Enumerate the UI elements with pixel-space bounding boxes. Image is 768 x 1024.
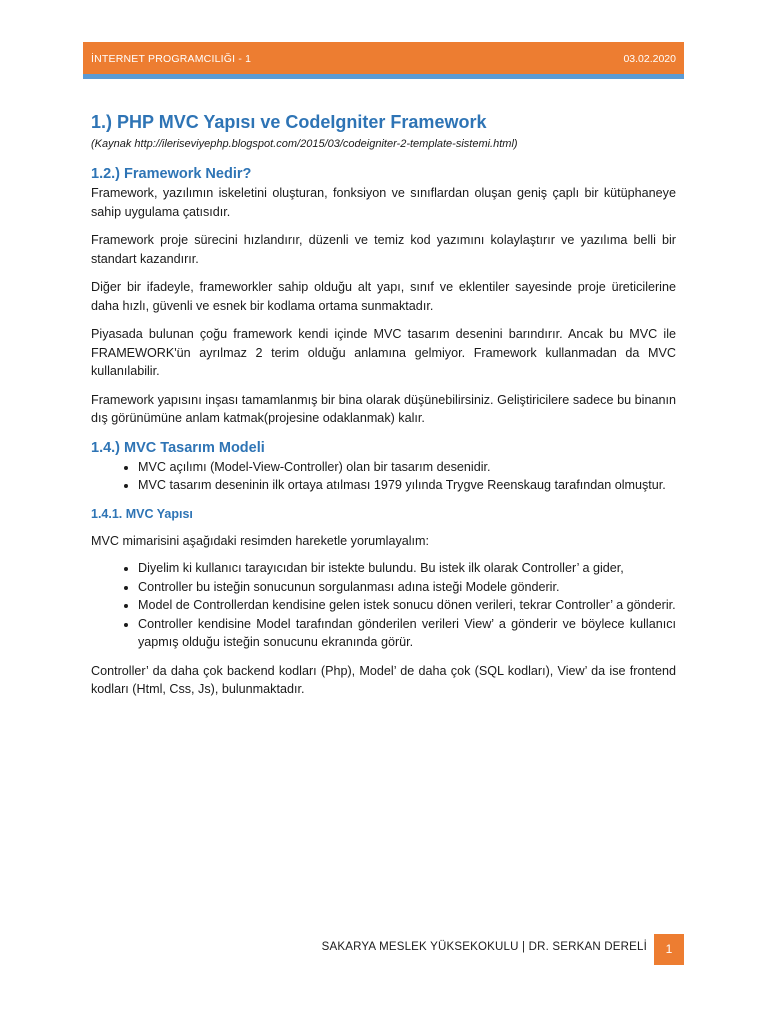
source-citation: (Kaynak http://ileriseviyephp.blogspot.com/2015/03/codeigniter-2-template-sistemi.html) bbox=[91, 138, 518, 150]
header-rule bbox=[83, 74, 684, 79]
list-item: • MVC tasarım deseninin ilk ortaya atılması 1979 yılında Trygve Reenskaug tarafından olmuştur. bbox=[138, 476, 676, 495]
paragraph: Controller’ da daha çok backend kodları (Php), Model’ de daha çok (SQL kodları), View’ da ise frontend kodları (Html, Css, Js), bulunmaktadır. bbox=[91, 663, 676, 696]
header-title: İNTERNET PROGRAMCILIĞI - 1 bbox=[91, 53, 252, 65]
header-date: 03.02.2020 bbox=[623, 53, 676, 65]
paragraph: MVC mimarisini aşağıdaki resimden hareketle yorumlayalım: bbox=[91, 533, 430, 548]
page-header bbox=[83, 42, 684, 74]
list-item: • MVC açılımı (Model-View-Controller) olan bir tasarım desenidir. bbox=[138, 458, 676, 477]
page-number: 1 bbox=[654, 934, 684, 965]
paragraph: Framework, yazılımın iskeletini oluşturan, fonksiyon ve sınıflardan oluşan geniş çaplı bir kütüphaneye sahip uygulama çatısıdır. bbox=[91, 186, 676, 219]
paragraph: Framework proje sürecini hızlandırır, düzenli ve temiz kod yazımını kolaylaştırır ve yazılıma belli bir standart kazandırır. bbox=[91, 233, 676, 266]
footer-text: SAKARYA MESLEK YÜKSEKOKULU | DR. SERKAN DERELİ bbox=[321, 941, 647, 953]
list-item: • Diyelim ki kullanıcı tarayıcıdan bir istekte bulundu. Bu istek ilk olarak Controller’ a gider, bbox=[138, 559, 676, 578]
section-1-4-title: 1.4.) MVC Tasarım Modeli bbox=[91, 439, 265, 456]
list-item: • Model de Controllerdan kendisine gelen istek sonucu dönen verileri, tekrar Controller’ a gönderir. bbox=[138, 596, 676, 615]
section-1-2-title: 1.2.) Framework Nedir? bbox=[91, 166, 252, 182]
list-item: • Controller kendisine Model tarafından gönderilen verileri View’ a gönderir ve böylece kullanıcı yapmış olduğu isteğin sonucunu ekranında görür. bbox=[138, 615, 676, 652]
paragraph: Framework yapısını inşası tamamlanmış bir bina olarak düşünebilirsiniz. Geliştiricilere sadece bu binanın dış görünümüne anlam katmak(projesine odaklanmak) kalır. bbox=[91, 392, 676, 425]
list-item: • Controller bu isteğin sonucunun sorgulanması adına isteği Modele gönderir. bbox=[138, 578, 676, 597]
section-1-title: 1.) PHP MVC Yapısı ve CodeIgniter Framework bbox=[91, 112, 487, 132]
paragraph: Diğer bir ifadeyle, frameworkler sahip olduğu alt yapı, sınıf ve eklentiler sayesinde proje üreticilerine daha hızlı, güvenli ve esnek bir kodlama ortama sunmaktadır. bbox=[91, 280, 676, 313]
paragraph: Piyasada bulunan çoğu framework kendi içinde MVC tasarım desenini barındırır. Ancak bu MVC ile FRAMEWORK'ün ayrılmaz 2 terim olduğu anlamına gelmiyor. Framework kullanmadan da MVC kullanılabilir. bbox=[91, 327, 676, 378]
section-1-4-1-title: 1.4.1. MVC Yapısı bbox=[91, 506, 193, 521]
mvc-flow-list bbox=[91, 559, 676, 652]
document-body bbox=[91, 108, 676, 699]
mvc-model-list bbox=[91, 458, 676, 495]
